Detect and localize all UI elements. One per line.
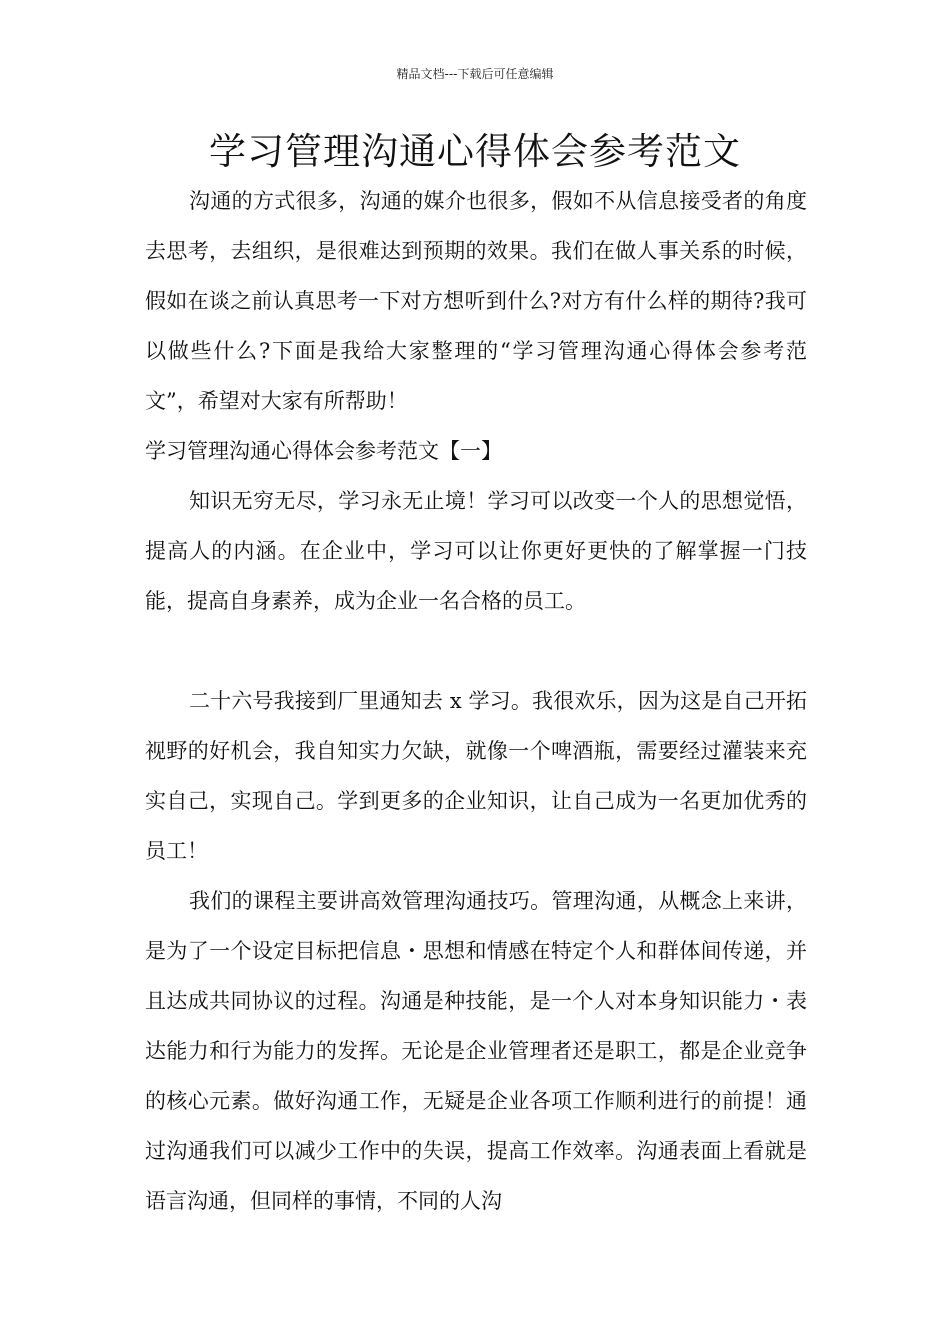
blank-line bbox=[145, 626, 807, 676]
body-paragraph: 知识无穷无尽，学习永无止境！学习可以改变一个人的思想觉悟，提高人的内涵。在企业中，学习可以让你更好更快的了解掌握一门技能，提高自身素养，成为企业一名合格的员工。 bbox=[145, 489, 807, 613]
header-note: 精品文档---下载后可任意编辑 bbox=[396, 67, 554, 81]
document-body bbox=[145, 176, 807, 1226]
body-paragraph: 我们的课程主要讲高效管理沟通技巧。管理沟通，从概念上来讲，是为了一个设定目标把信息・思想和情感在特定个人和群体间传递，并且达成共同协议的过程。沟通是种技能，是一个人对本身知识能力・表达能力和行为能力的发挥。无论是企业管理者还是职工，都是企业竞争的核心元素。做好沟通工作，无疑是企业各项工作顺利进行的前提！通过沟通我们可以减少工作中的失误，提高工作效率。沟通表面上看就是语言沟通，但同样的事情，不同的人沟 bbox=[145, 889, 807, 1213]
document-title: 学习管理沟通心得体会参考范文 bbox=[209, 130, 741, 173]
section-heading: 学习管理沟通心得体会参考范文【一】 bbox=[145, 439, 502, 463]
body-paragraph: 二十六号我接到厂里通知去 x 学习。我很欢乐，因为这是自己开拓视野的好机会，我自知实力欠缺，就像一个啤酒瓶，需要经过灌装来充实自己，实现自己。学到更多的企业知识，让自己成为一名更加优秀的员工！ bbox=[145, 689, 807, 863]
intro-paragraph: 沟通的方式很多，沟通的媒介也很多，假如不从信息接受者的角度去思考，去组织，是很难达到预期的效果。我们在做人事关系的时候，假如在谈之前认真思考一下对方想听到什么?对方有什么样的期待?我可以做些什么?下面是我给大家整理的“学习管理沟通心得体会参考范文”，希望对大家有所帮助！ bbox=[145, 189, 807, 413]
